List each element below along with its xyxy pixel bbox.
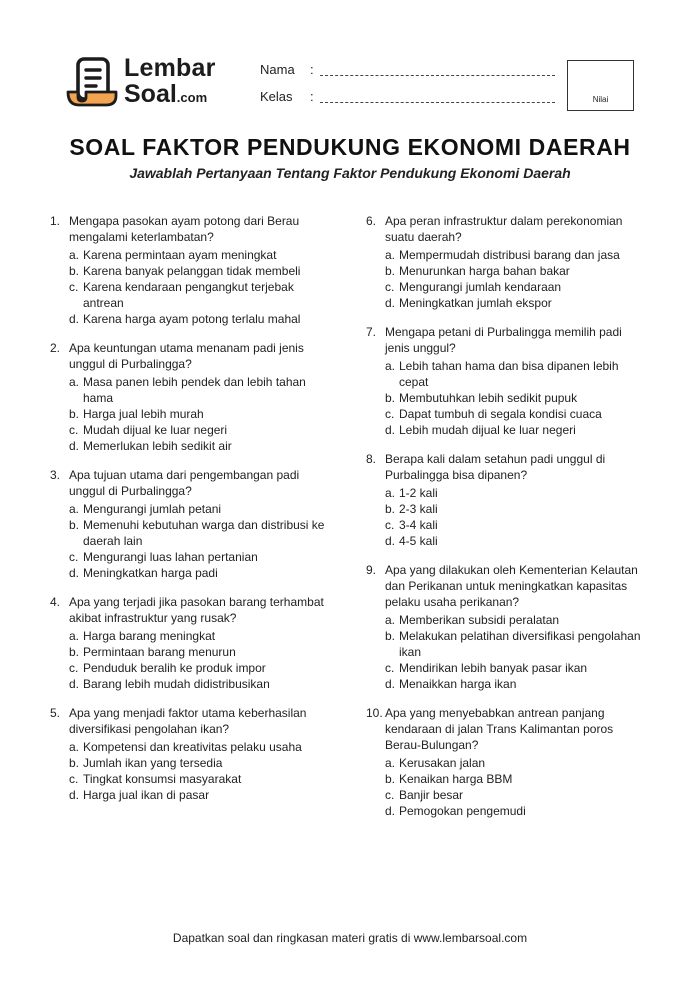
option[interactable]	[69, 676, 330, 692]
option[interactable]	[385, 295, 646, 311]
question-number: 7.	[366, 325, 377, 339]
question-number: 8.	[366, 452, 377, 466]
option-list	[385, 247, 646, 311]
option-text: Pemogokan pengemudi	[399, 804, 526, 818]
option-letter: a.	[385, 613, 396, 627]
option-letter: d.	[385, 804, 396, 818]
nama-label: Nama	[260, 62, 295, 77]
nama-colon: :	[310, 62, 314, 77]
question-text: Apa yang terjadi jika pasokan barang terhambat akibat infrastruktur yang rusak?	[69, 595, 324, 625]
option-list	[385, 485, 646, 549]
option[interactable]	[385, 390, 646, 406]
option-letter: b.	[385, 772, 396, 786]
option-text: Banjir besar	[399, 788, 464, 802]
option-letter: a.	[69, 375, 80, 389]
question-number: 6.	[366, 214, 377, 228]
option-letter: b.	[69, 407, 80, 421]
option[interactable]	[69, 660, 330, 676]
option-letter: d.	[69, 439, 80, 453]
option-text: 2-3 kali	[399, 502, 438, 516]
option-text: Mengurangi jumlah petani	[83, 502, 222, 516]
nilai-box[interactable]	[567, 60, 634, 111]
option-list	[69, 628, 330, 692]
option-letter: b.	[69, 645, 80, 659]
option-text: Karena harga ayam potong terlalu mahal	[83, 312, 301, 326]
option-letter: b.	[69, 518, 80, 532]
option-letter: d.	[69, 312, 80, 326]
option-letter: c.	[385, 280, 395, 294]
question-text: Apa peran infrastruktur dalam perekonomian suatu daerah?	[385, 214, 623, 244]
question-6	[366, 213, 646, 311]
option-list	[69, 374, 330, 454]
question-text: Apa yang dilakukan oleh Kementerian Kelautan dan Perikanan untuk meningkatkan kapasitas pelaku usaha perikanan?	[385, 563, 638, 609]
option-text: Barang lebih mudah didistribusikan	[83, 677, 270, 691]
footer-text: Dapatkan soal dan ringkasan materi gratis di www.lembarsoal.com	[172, 931, 528, 945]
option-letter: a.	[385, 359, 396, 373]
option-text: Penduduk beralih ke produk impor	[83, 661, 266, 675]
question-text: Mengapa pasokan ayam potong dari Berau mengalami keterlambatan?	[69, 214, 300, 244]
option-text: 3-4 kali	[399, 518, 438, 532]
option-text: Tingkat konsumsi masyarakat	[83, 772, 242, 786]
question-number: 5.	[50, 706, 61, 720]
option-letter: d.	[69, 788, 80, 802]
option[interactable]	[69, 628, 330, 644]
option-text: Mudah dijual ke luar negeri	[83, 423, 228, 437]
question-3	[50, 467, 330, 581]
nama-field[interactable]	[260, 62, 555, 89]
option-text: Karena kendaraan pengangkut terjebak antrean	[83, 280, 294, 310]
option-letter: a.	[385, 756, 396, 770]
option-text: Harga jual ikan di pasar	[83, 788, 210, 802]
option[interactable]	[69, 739, 330, 755]
question-text: Apa yang menjadi faktor utama keberhasilan diversifikasi pengolahan ikan?	[69, 706, 307, 736]
option-letter: c.	[385, 661, 395, 675]
option[interactable]	[385, 803, 646, 819]
nama-line[interactable]	[320, 75, 555, 76]
question-number: 2.	[50, 341, 61, 355]
option-text: Mendirikan lebih banyak pasar ikan	[399, 661, 588, 675]
question-text: Apa yang menyebabkan antrean panjang kendaraan di jalan Trans Kalimantan poros Berau-Bulungan?	[385, 706, 614, 752]
option-text: Mengurangi luas lahan pertanian	[83, 550, 258, 564]
option[interactable]	[385, 676, 646, 692]
question-number: 9.	[366, 563, 377, 577]
option-letter: c.	[69, 661, 79, 675]
option-text: Mengurangi jumlah kendaraan	[399, 280, 562, 294]
page-subtitle: Jawablah Pertanyaan Tentang Faktor Pendukung Ekonomi Daerah	[129, 165, 571, 181]
option-letter: b.	[385, 502, 396, 516]
option-letter: c.	[385, 518, 395, 532]
question-5	[50, 705, 330, 803]
option-letter: b.	[385, 264, 396, 278]
option-text: Harga barang meningkat	[83, 629, 216, 643]
option-letter: b.	[385, 391, 396, 405]
question-text: Berapa kali dalam setahun padi unggul di Purbalingga bisa dipanen?	[385, 452, 606, 482]
option-text: Karena permintaan ayam meningkat	[83, 248, 277, 262]
option-letter: a.	[69, 502, 80, 516]
option-letter: a.	[69, 629, 80, 643]
kelas-field[interactable]	[260, 89, 555, 116]
option[interactable]	[385, 263, 646, 279]
option-letter: a.	[385, 486, 396, 500]
option[interactable]	[385, 406, 646, 422]
option-text: Memberikan subsidi peralatan	[399, 613, 560, 627]
option-text: Menurunkan harga bahan bakar	[399, 264, 570, 278]
option-letter: d.	[385, 677, 396, 691]
kelas-colon: :	[310, 89, 314, 104]
option-text: Kerusakan jalan	[399, 756, 486, 770]
option-text: Dapat tumbuh di segala kondisi cuaca	[399, 407, 602, 421]
option-letter: a.	[69, 740, 80, 754]
option-letter: c.	[69, 772, 79, 786]
option-list	[385, 612, 646, 692]
option[interactable]	[385, 501, 646, 517]
option[interactable]	[385, 517, 646, 533]
option-letter: d.	[385, 423, 396, 437]
option-text: Menaikkan harga ikan	[399, 677, 517, 691]
questions-right-column	[366, 213, 646, 832]
option-text: Kenaikan harga BBM	[399, 772, 513, 786]
option[interactable]	[385, 422, 646, 438]
option-letter: c.	[385, 788, 395, 802]
kelas-label: Kelas	[260, 89, 293, 104]
option-letter: c.	[385, 407, 395, 421]
logo-suffix: .com	[176, 90, 208, 105]
option[interactable]	[69, 549, 330, 565]
question-text: Apa tujuan utama dari pengembangan padi unggul di Purbalingga?	[69, 468, 300, 498]
logo	[66, 56, 216, 112]
option-letter: d.	[69, 677, 80, 691]
option[interactable]	[385, 358, 646, 390]
option[interactable]	[69, 501, 330, 517]
question-number: 1.	[50, 214, 61, 228]
option[interactable]	[385, 660, 646, 676]
option-text: Memerlukan lebih sedikit air	[83, 439, 232, 453]
option[interactable]	[385, 771, 646, 787]
question-text: Apa keuntungan utama menanam padi jenis unggul di Purbalingga?	[69, 341, 304, 371]
option-list	[385, 755, 646, 819]
option-letter: d.	[69, 566, 80, 580]
option-text: Lebih mudah dijual ke luar negeri	[399, 423, 576, 437]
option[interactable]	[69, 787, 330, 803]
option-text: 4-5 kali	[399, 534, 438, 548]
questions-left-column	[50, 213, 330, 816]
option[interactable]	[69, 517, 330, 549]
option-text: Permintaan barang menurun	[83, 645, 236, 659]
question-4	[50, 594, 330, 692]
logo-line1: Lembar	[124, 54, 216, 82]
option-letter: b.	[69, 264, 80, 278]
question-number: 3.	[50, 468, 61, 482]
option-text: Kompetensi dan kreativitas pelaku usaha	[83, 740, 302, 754]
option[interactable]	[69, 279, 330, 311]
question-number: 10.	[366, 706, 383, 720]
option-text: Karena banyak pelanggan tidak membeli	[83, 264, 301, 278]
question-number: 4.	[50, 595, 61, 609]
option[interactable]	[69, 438, 330, 454]
option[interactable]	[385, 612, 646, 628]
option-list	[69, 501, 330, 581]
option[interactable]	[385, 533, 646, 549]
logo-text	[124, 56, 216, 107]
logo-line2	[124, 82, 216, 107]
option[interactable]	[385, 279, 646, 295]
question-7	[366, 324, 646, 438]
nilai-label: Nilai	[592, 95, 609, 104]
option-text: Harga jual lebih murah	[83, 407, 204, 421]
question-1	[50, 213, 330, 327]
option-list	[69, 739, 330, 803]
option-text: Jumlah ikan yang tersedia	[83, 756, 223, 770]
document-logo-icon	[66, 56, 120, 110]
option[interactable]	[69, 755, 330, 771]
option-text: 1-2 kali	[399, 486, 438, 500]
option-list	[385, 358, 646, 438]
option-text: Meningkatkan jumlah ekspor	[399, 296, 552, 310]
option-letter: a.	[385, 248, 396, 262]
option-letter: d.	[385, 534, 396, 548]
option[interactable]	[385, 755, 646, 771]
option-text: Membutuhkan lebih sedikit pupuk	[399, 391, 578, 405]
option-letter: c.	[69, 550, 79, 564]
question-2	[50, 340, 330, 454]
option-text: Masa panen lebih pendek dan lebih tahan hama	[83, 375, 306, 405]
option[interactable]	[69, 311, 330, 327]
page-title: SOAL FAKTOR PENDUKUNG EKONOMI DAERAH	[69, 134, 631, 160]
option-text: Meningkatkan harga padi	[83, 566, 218, 580]
option[interactable]	[69, 406, 330, 422]
question-8	[366, 451, 646, 549]
option[interactable]	[69, 422, 330, 438]
option[interactable]	[385, 628, 646, 660]
logo-word-soal: Soal	[124, 80, 177, 108]
option-list	[69, 247, 330, 327]
option-letter: b.	[69, 756, 80, 770]
option-letter: b.	[385, 629, 396, 643]
option-letter: d.	[385, 296, 396, 310]
option-text: Lebih tahan hama dan bisa dipanen lebih cepat	[399, 359, 619, 389]
option-letter: c.	[69, 423, 79, 437]
question-text: Mengapa petani di Purbalingga memilih padi jenis unggul?	[385, 325, 622, 355]
option[interactable]	[69, 644, 330, 660]
question-9	[366, 562, 646, 692]
option-text: Melakukan pelatihan diversifikasi pengolahan ikan	[399, 629, 641, 659]
option[interactable]	[69, 374, 330, 406]
option[interactable]	[385, 787, 646, 803]
option[interactable]	[69, 247, 330, 263]
student-fields	[260, 62, 555, 116]
option-text: Memenuhi kebutuhan warga dan distribusi ke daerah lain	[83, 518, 325, 548]
option-letter: a.	[69, 248, 80, 262]
option-text: Mempermudah distribusi barang dan jasa	[399, 248, 620, 262]
option[interactable]	[69, 263, 330, 279]
question-10	[366, 705, 646, 819]
option[interactable]	[385, 485, 646, 501]
option[interactable]	[69, 771, 330, 787]
option[interactable]	[385, 247, 646, 263]
option-letter: c.	[69, 280, 79, 294]
kelas-line[interactable]	[320, 102, 555, 103]
option[interactable]	[69, 565, 330, 581]
